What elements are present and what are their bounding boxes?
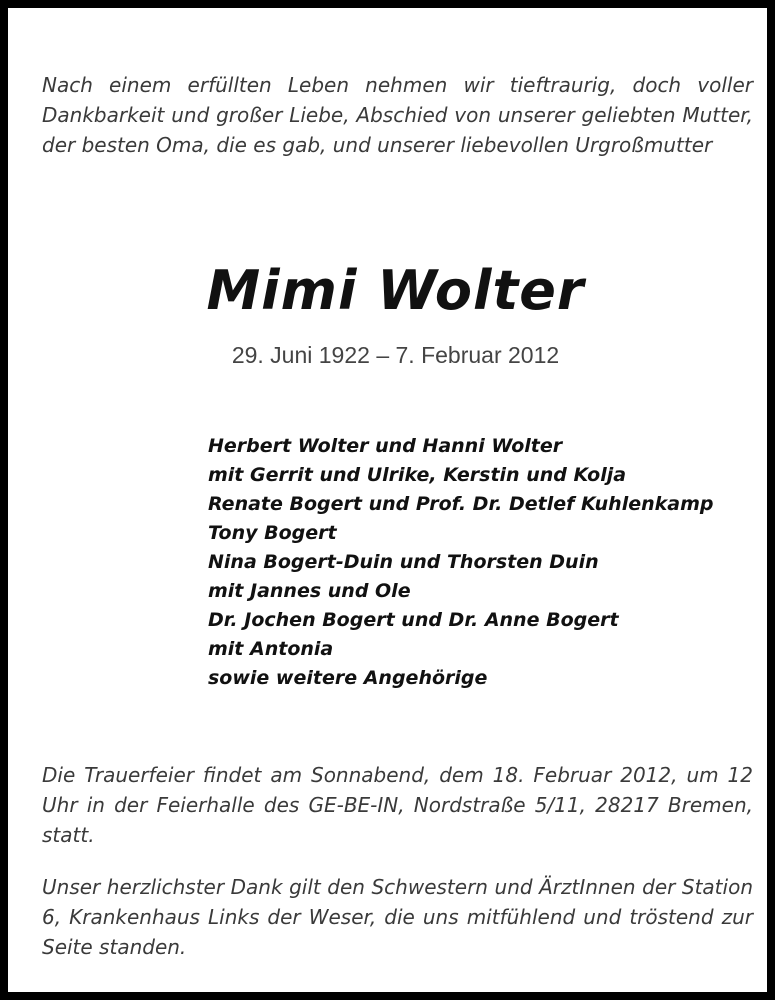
mourner-line: sowie weitere Angehörige	[208, 667, 488, 689]
mourner-line: mit Antonia	[208, 638, 334, 660]
intro-text: Nach einem erfüllten Leben nehmen wir tieftraurig, doch voller Dankbarkeit und großer Liebe, Abschied von unserer geliebten Mutter, der besten Oma, die es gab, und unserer liebevollen Urgroßmutter	[42, 73, 753, 157]
mourner-line: mit Gerrit und Ulrike, Kerstin und Kolja	[208, 464, 627, 486]
thanks-text: Unser herzlichster Dank gilt den Schwestern und ÄrztInnen der Station 6, Krankenhaus Links der Weser, die uns mitfühlend und tröstend zur Seite standen.	[42, 875, 753, 959]
mourners-list	[208, 432, 714, 693]
mourner-line: Dr. Jochen Bogert und Dr. Anne Bogert	[208, 609, 619, 631]
mourner-line: Nina Bogert-Duin und Thorsten Duin	[208, 551, 599, 573]
life-dates: 29. Juni 1922 – 7. Februar 2012	[231, 342, 560, 368]
mourner-line: mit Jannes und Ole	[208, 580, 411, 602]
mourner-line: Tony Bogert	[208, 522, 337, 544]
deceased-name: Mimi Wolter	[206, 259, 585, 322]
mourner-line: Herbert Wolter und Hanni Wolter	[208, 435, 563, 457]
mourner-line: Renate Bogert und Prof. Dr. Detlef Kuhlenkamp	[208, 493, 714, 515]
funeral-info: Die Trauerfeier findet am Sonnabend, dem 18. Februar 2012, um 12 Uhr in der Feierhalle des GE-BE-IN, Nordstraße 5/11, 28217 Bremen, statt.	[42, 763, 753, 847]
